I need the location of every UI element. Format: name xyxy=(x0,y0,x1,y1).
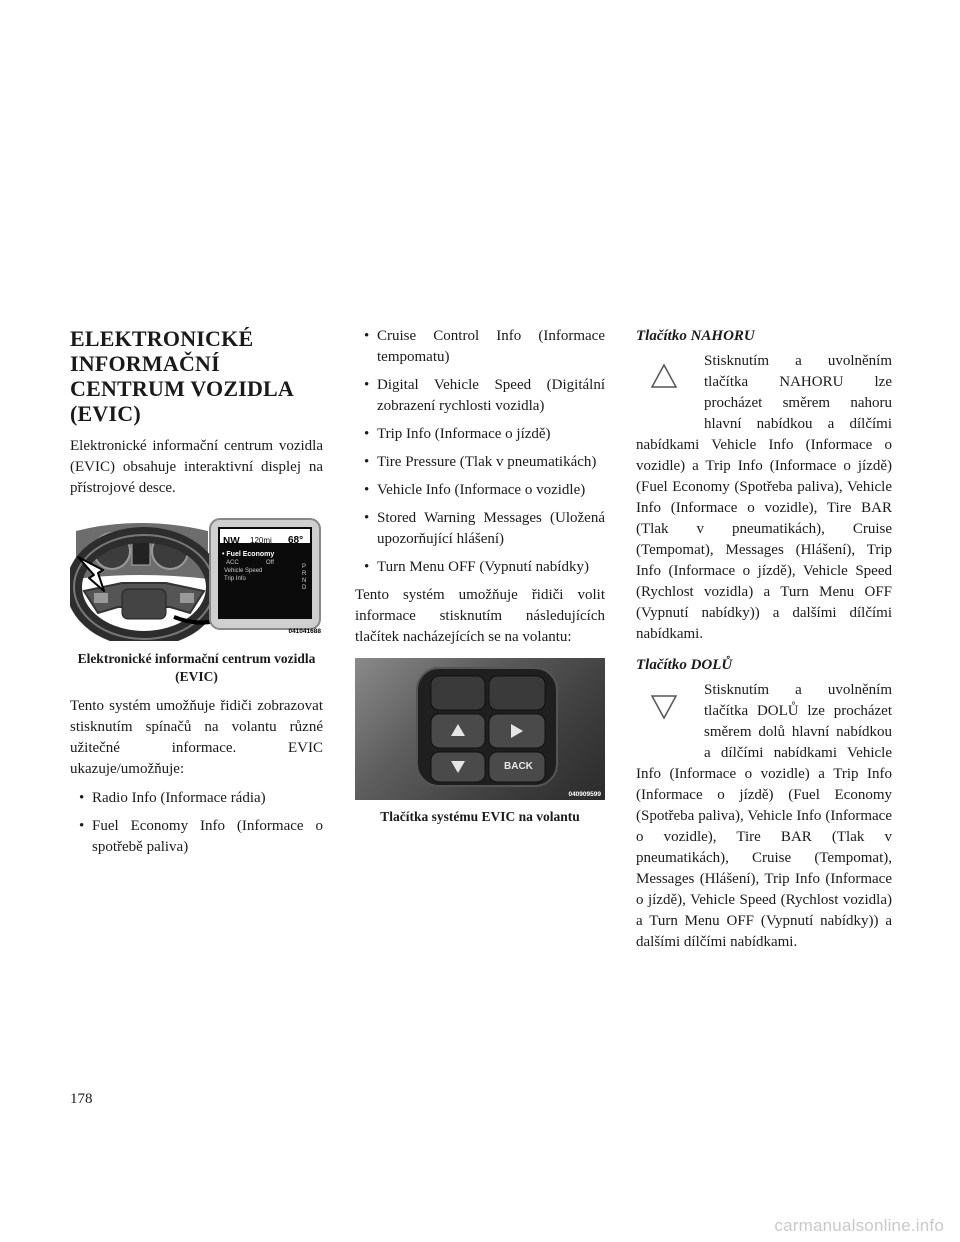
body-paragraph: Tento systém umožňuje řidiči volit informace stisknutím následujících tlačítek nacházejících se na volantu: xyxy=(355,587,605,645)
feature-list xyxy=(70,788,323,858)
list-item: • Digital Vehicle Speed (Digitální zobrazení rychlosti vozidla) xyxy=(364,377,605,414)
list-item: • Radio Info (Informace rádia) xyxy=(79,790,266,806)
up-button-title: Tlačítko NAHORU xyxy=(636,328,755,344)
list-item: • Cruise Control Info (Informace tempomatu) xyxy=(364,328,605,365)
column-middle xyxy=(355,326,605,826)
display-gear: D xyxy=(302,585,307,591)
down-button-section xyxy=(636,680,892,953)
steering-wheel-illustration xyxy=(70,517,323,641)
display-gear: N xyxy=(302,578,307,584)
heading-line: ELEKTRONICKÉ xyxy=(70,326,254,351)
heading-line: INFORMAČNÍ xyxy=(70,351,220,376)
list-item: • Tire Pressure (Tlak v pneumatikách) xyxy=(364,454,597,470)
list-item: • Fuel Economy Info (Informace o spotřebě paliva) xyxy=(79,818,323,855)
intro-paragraph: Elektronické informační centrum vozidla (EVIC) obsahuje interaktivní displej na přístrojové desce. xyxy=(70,438,323,496)
wheel-button-photo xyxy=(355,658,605,800)
list-item: • Turn Menu OFF (Vypnutí nabídky) xyxy=(364,559,589,575)
list-item: • Vehicle Info (Informace o vozidle) xyxy=(364,482,586,498)
back-button-label: BACK xyxy=(504,761,533,772)
list-item: • Trip Info (Informace o jízdě) xyxy=(364,426,551,442)
section-heading xyxy=(70,326,323,426)
figure-caption: Tlačítka systému EVIC na volantu xyxy=(380,809,580,824)
down-triangle-icon-wrap xyxy=(636,680,704,764)
list-item: • Stored Warning Messages (Uložená upozorňující hlášení) xyxy=(364,510,605,547)
down-triangle-icon xyxy=(644,692,684,722)
down-button-text: Stisknutím a uvolněním tlačítka DOLŮ lze procházet směrem dolů hlavní nabídkou a dílčími nabídkami Vehicle Info (Informace o vozidle) a Trip Info (Informace o jízdě) (Fuel Economy (Spotřeba paliva), Vehicle Info (Informace o vozidle), Tire BAR (Tlak v pneumatikách), Cruise (Tempomat), Messages (Hlášení), Trip Info (Informace o jízdě), Vehicle Speed (Rychlost vozidla) a Turn Menu OFF (Vypnutí nabídky)) a dalšími dílčími nabídkami. xyxy=(636,682,892,950)
down-button-title: Tlačítko DOLŮ xyxy=(636,657,733,673)
display-menu-title: • Fuel Economy xyxy=(222,551,275,558)
figure-evic-display xyxy=(70,517,323,686)
display-gear: P xyxy=(302,564,307,570)
column-left xyxy=(70,326,323,865)
display-heading: NW xyxy=(223,536,240,547)
heading-line: (EVIC) xyxy=(70,401,141,426)
display-row3: Trip Info xyxy=(224,576,246,582)
figure-code: 041041688 xyxy=(288,628,321,635)
display-distance: 120mi xyxy=(250,536,272,545)
figure-wheel-buttons xyxy=(355,658,605,826)
figure-caption: Elektronické informační centrum vozidla (EVIC) xyxy=(77,651,316,684)
display-row1-right: Off xyxy=(266,560,274,566)
up-button-section xyxy=(636,351,892,645)
heading-line: CENTRUM VOZIDLA xyxy=(70,376,295,401)
up-triangle-icon-wrap xyxy=(636,351,704,435)
watermark: carmanualsonline.info xyxy=(774,1216,944,1235)
figure-code: 040909599 xyxy=(568,791,601,798)
display-row2: Vehicle Speed xyxy=(224,568,263,574)
display-row1-left: ACC xyxy=(226,560,239,566)
up-triangle-icon xyxy=(644,363,684,393)
feature-list xyxy=(355,326,605,578)
page-number: 178 xyxy=(70,1091,93,1107)
up-button-text: Stisknutím a uvolněním tlačítka NAHORU lze procházet směrem nahoru hlavní nabídkou a dílčími nabídkami Vehicle Info (Informace o vozidle) a Trip Info (Informace o jízdě) (Fuel Economy (Spotřeba paliva), Vehicle Info (Informace o vozidle), Tire BAR (Tlak v pneumatikách), Cruise (Tempomat), Messages (Hlášení), Trip Info (Informace o jízdě), Vehicle Speed (Rychlost vozidla) a Turn Menu OFF (Vypnutí nabídky)) a dalšími dílčími nabídkami. xyxy=(636,353,892,642)
display-temp: 68° xyxy=(288,535,304,546)
body-paragraph: Tento systém umožňuje řidiči zobrazovat stisknutím spínačů na volantu různé užitečné informace. EVIC ukazuje/umožňuje: xyxy=(70,698,323,777)
display-gear: R xyxy=(302,571,307,577)
column-right xyxy=(636,326,892,953)
